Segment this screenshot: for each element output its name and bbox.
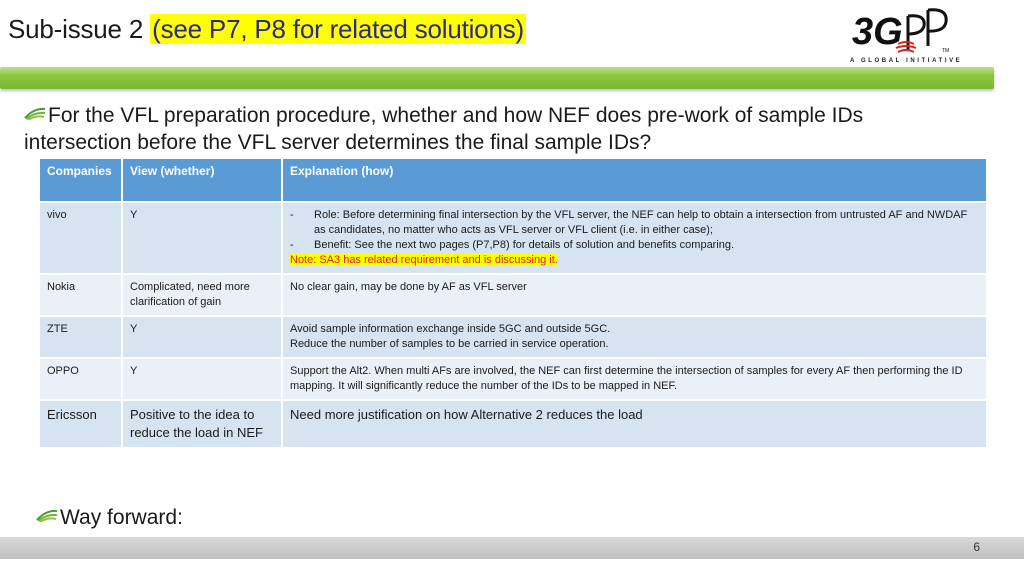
view-cell: Y <box>122 202 282 274</box>
view-cell: Positive to the idea to reduce the load in NEF <box>122 400 282 448</box>
benefit-text: Benefit: See the next two pages (P7,P8) for details of solution and benefits comparing. <box>314 239 735 251</box>
explanation-item: - Role: Before determining final intersection by the VFL server, the NEF can help to obtain a intersection from untrusted AF and NWDAF as candidates, no matter who acts as VFL server or VFL client (i.e. in either case); <box>290 208 979 238</box>
header-companies: Companies <box>39 158 122 202</box>
way-forward-label: Way forward: <box>60 506 183 529</box>
explanation-cell: Support the Alt2. When multi AFs are involved, the NEF can first determine the intersection of samples for every AF then performing the ID mapping. It will significantly reduce the number of the IDs to be mapped in NEF. <box>282 358 987 400</box>
view-cell: Y <box>122 358 282 400</box>
company-cell: ZTE <box>39 316 122 358</box>
explanation-line: Avoid sample information exchange inside 5GC and outside 5GC. <box>290 323 611 335</box>
company-cell: OPPO <box>39 358 122 400</box>
view-cell: Complicated, need more clarification of gain <box>122 274 282 316</box>
sa3-note: Note: SA3 has related requirement and is discussing it. <box>290 254 558 266</box>
table-row <box>39 358 987 400</box>
explanation-line: Reduce the number of samples to be carried in service operation. <box>290 338 609 350</box>
title-main: Sub-issue 2 <box>8 14 151 44</box>
explanation-cell <box>282 202 987 274</box>
explanation-item: - Benefit: See the next two pages (P7,P8) for details of solution and benefits comparing. <box>290 239 735 251</box>
header-divider-bar <box>0 67 994 89</box>
logo-subtitle: A GLOBAL INITIATIVE <box>850 58 963 64</box>
question-label: For the VFL preparation procedure, whether and how NEF does pre-work of sample IDs intersection before the VFL server determines the final sample IDs? <box>24 104 864 154</box>
footer-bar <box>0 537 1024 559</box>
company-cell: vivo <box>39 202 122 274</box>
explanation-cell: No clear gain, may be done by AF as VFL server <box>282 274 987 316</box>
header-view: View (whether) <box>122 158 282 202</box>
question-text <box>24 102 964 156</box>
table-row <box>39 274 987 316</box>
title-highlight: (see P7, P8 for related solutions) <box>152 14 524 44</box>
view-cell: Y <box>122 316 282 358</box>
companies-views-table <box>38 157 988 449</box>
role-text: Role: Before determining final intersection by the VFL server, the NEF can help to obtain a intersection from untrusted AF and NWDAF as candidates, no matter who acts as VFL server or VFL client (i.e. in either case); <box>314 209 968 236</box>
leaf-bullet-icon <box>24 106 46 120</box>
explanation-cell <box>282 316 987 358</box>
page-number: 6 <box>973 540 980 554</box>
table-header-row <box>39 158 987 202</box>
way-forward <box>36 506 183 530</box>
page-title <box>8 14 526 45</box>
company-cell: Ericsson <box>39 400 122 448</box>
svg-text:3G: 3G <box>852 11 903 53</box>
table-row <box>39 202 987 274</box>
logo-tm: TM <box>942 48 950 54</box>
header-explanation: Explanation (how) <box>282 158 987 202</box>
leaf-bullet-icon <box>36 508 58 522</box>
company-cell: Nokia <box>39 274 122 316</box>
table-row <box>39 316 987 358</box>
table-row <box>39 400 987 448</box>
explanation-cell: Need more justification on how Alternative 2 reduces the load <box>282 400 987 448</box>
